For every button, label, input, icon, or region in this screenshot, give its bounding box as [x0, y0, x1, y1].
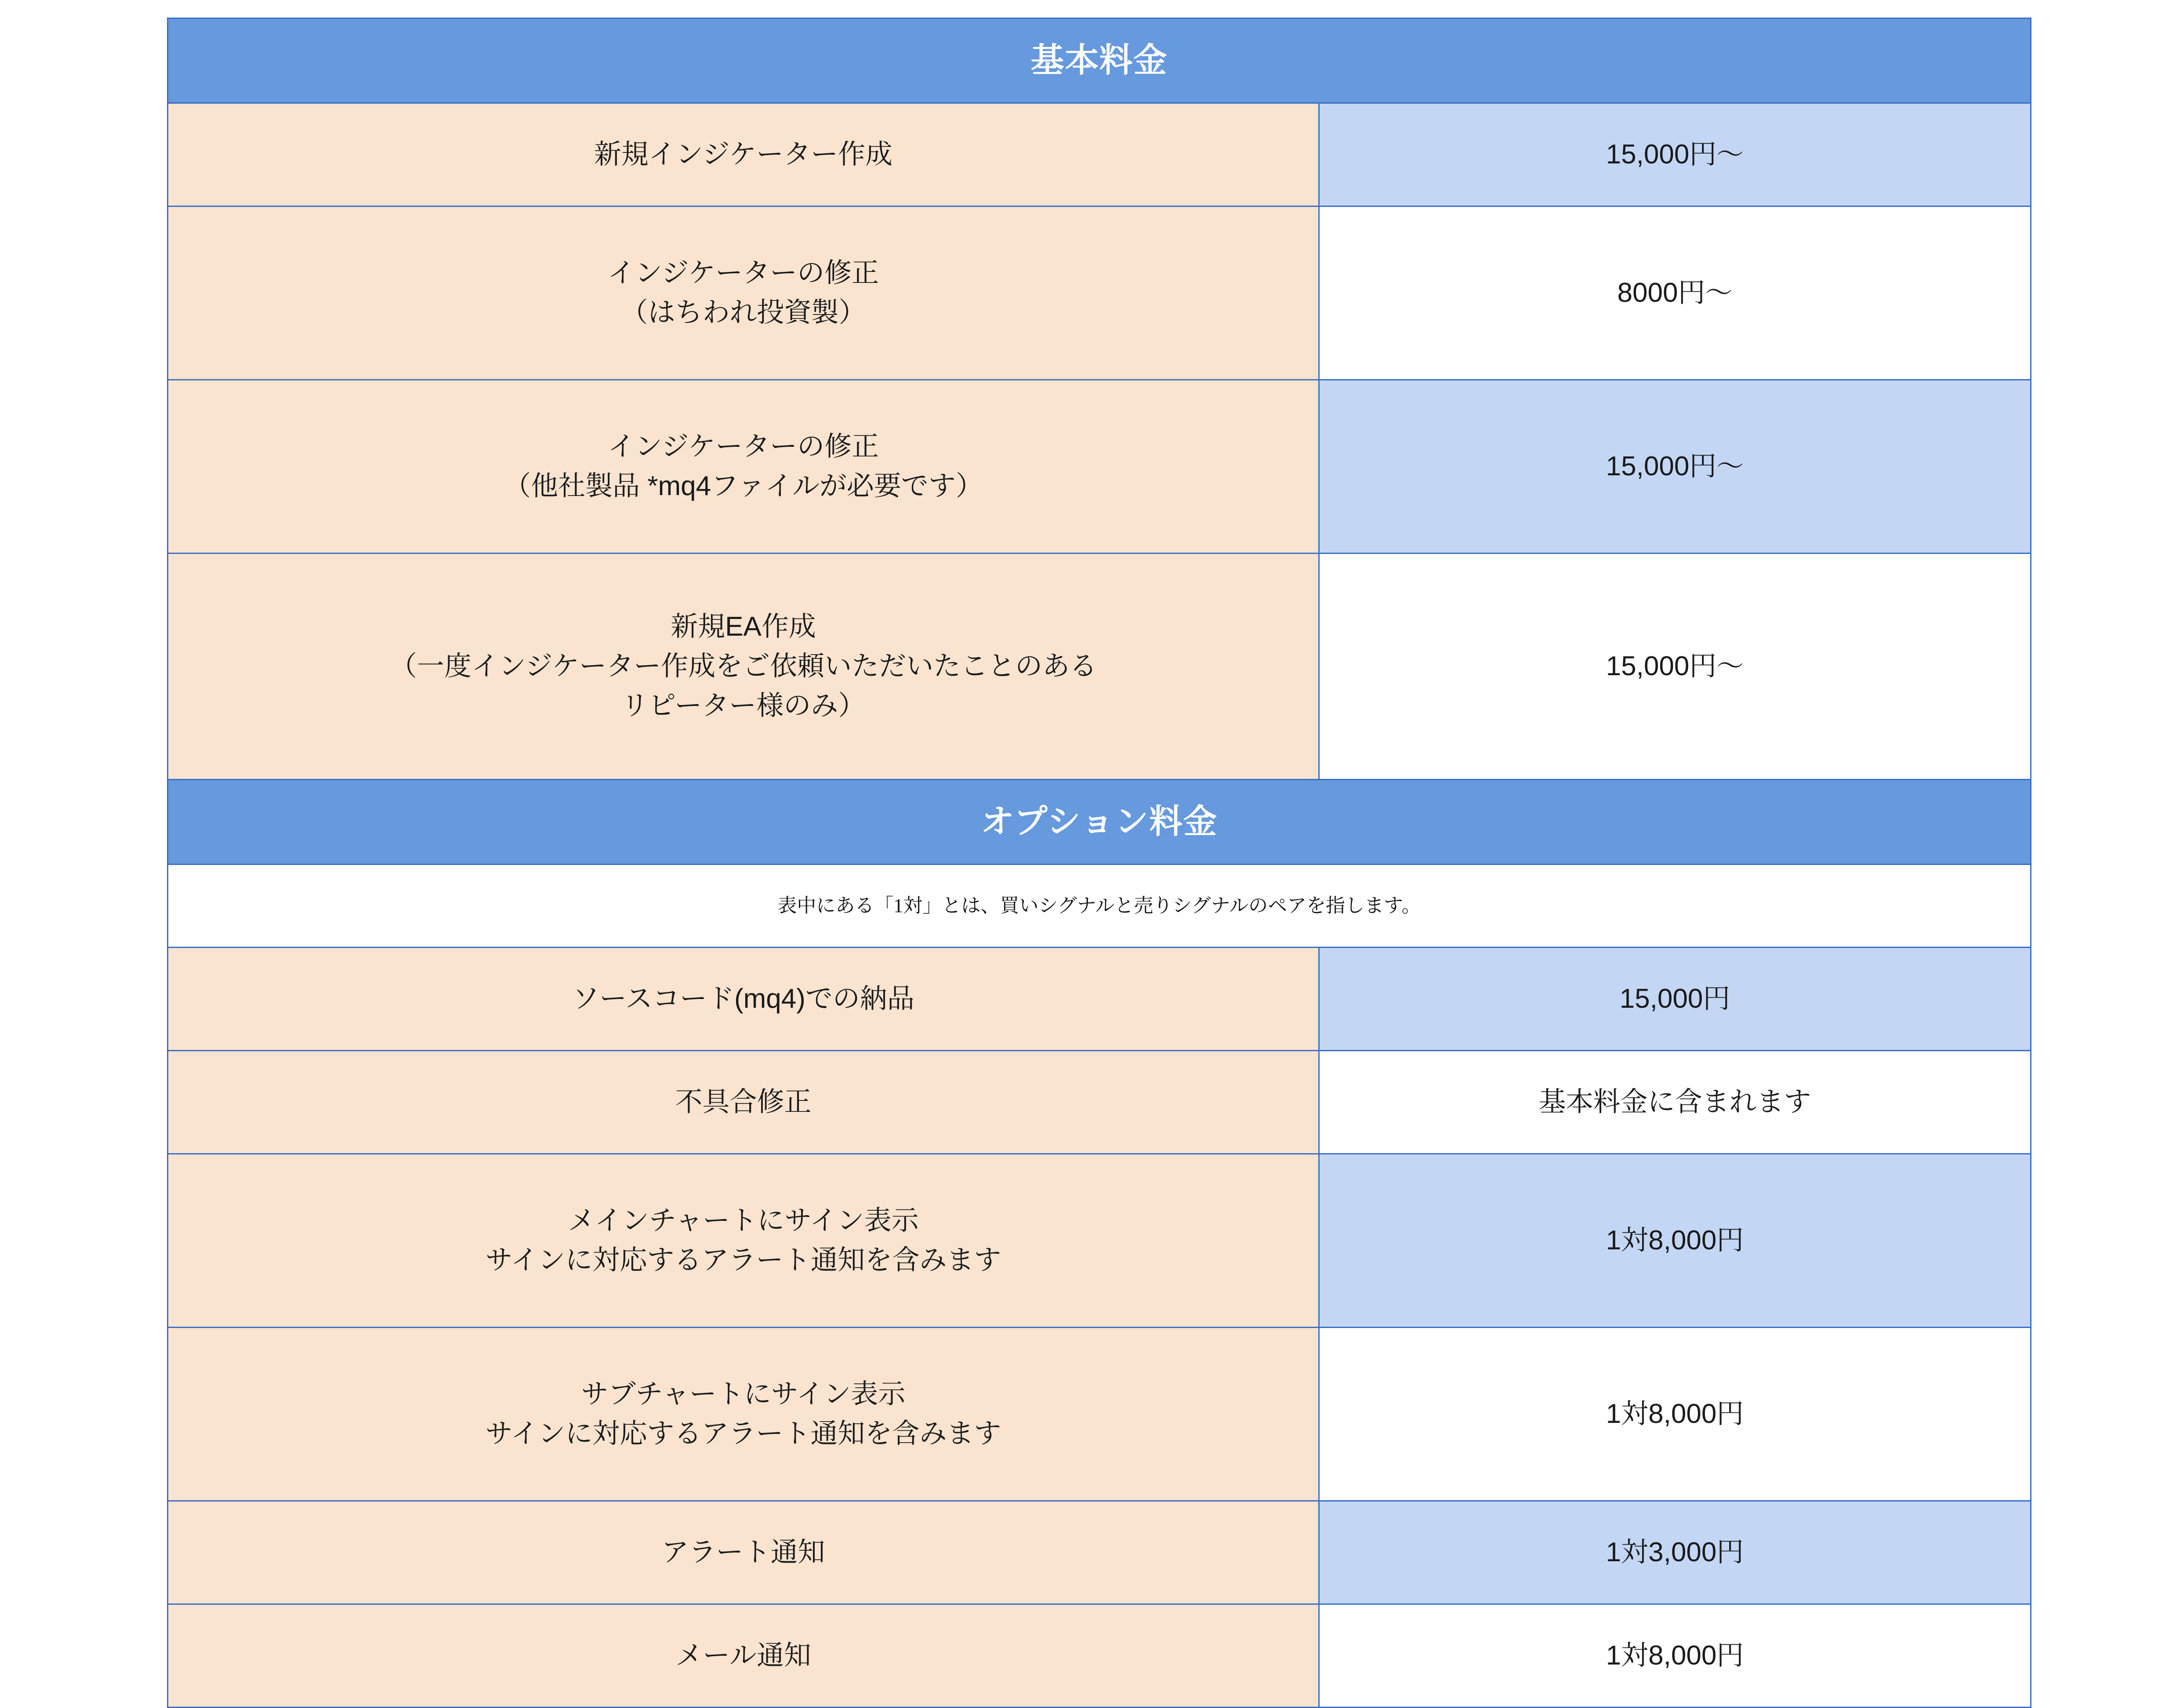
basic-row-label	[168, 380, 1319, 554]
label-line: インジケーターの修正	[607, 258, 879, 289]
option-row-price: 1対8,000円	[1319, 1604, 2031, 1708]
table-row	[168, 1604, 2031, 1708]
table-row	[168, 948, 2031, 1051]
label-line: （一度インジケーター作成をご依頼いただいたことのある	[389, 651, 1097, 682]
option-row-price: 1対3,000円	[1319, 1501, 2031, 1604]
label-line: 不具合修正	[675, 1087, 812, 1118]
label-line: メール通知	[675, 1640, 811, 1671]
option-row-label	[168, 1154, 1319, 1328]
label-line: （はちわれ投資製）	[620, 297, 866, 328]
label-line: サブチャートにサイン表示	[581, 1379, 906, 1410]
basic-section-title: 基本料金	[168, 18, 2031, 103]
label-line: 新規インジケーター作成	[594, 139, 893, 170]
option-section-title: オプション料金	[168, 780, 2031, 865]
option-row-price: 基本料金に含まれます	[1319, 1051, 2031, 1154]
option-row-label	[168, 1051, 1319, 1154]
label-line: サインに対応するアラート通知を含みます	[485, 1245, 1001, 1275]
basic-row-price: 15,000円〜	[1319, 554, 2031, 780]
table-row	[168, 206, 2031, 380]
pricing-table-body	[168, 18, 2031, 1708]
option-row-label	[168, 1604, 1319, 1708]
label-line: サインに対応するアラート通知を含みます	[485, 1419, 1001, 1449]
label-line: 新規EA作成	[671, 612, 816, 642]
basic-row-price: 15,000円〜	[1319, 103, 2031, 206]
basic-row-label	[168, 206, 1319, 380]
label-line: リピーター様のみ）	[621, 690, 866, 721]
table-row	[168, 380, 2031, 554]
label-line: ソースコード(mq4)での納品	[572, 984, 914, 1014]
table-row	[168, 1051, 2031, 1154]
table-row	[168, 1328, 2031, 1501]
label-line: アラート通知	[661, 1537, 825, 1568]
label-line: （他社製品 *mq4ファイルが必要です）	[504, 471, 983, 501]
option-row-label	[168, 1328, 1319, 1501]
option-note-text: 表中にある「1対」とは、買いシグナルと売りシグナルのペアを指します。	[168, 865, 2031, 948]
label-line: インジケーターの修正	[607, 431, 879, 462]
table-row	[168, 554, 2031, 780]
option-section-header-row	[168, 780, 2031, 865]
basic-section-header-row	[168, 18, 2031, 103]
option-note-row	[168, 865, 2031, 948]
table-row	[168, 1154, 2031, 1328]
basic-row-label	[168, 554, 1319, 780]
table-row	[168, 1501, 2031, 1604]
option-row-label	[168, 1501, 1319, 1604]
label-line: メインチャートにサイン表示	[568, 1205, 919, 1236]
pricing-table-sheet	[167, 18, 2030, 1708]
option-row-price: 15,000円	[1319, 948, 2031, 1051]
option-row-price: 1対8,000円	[1319, 1154, 2031, 1328]
basic-row-price: 8000円〜	[1319, 206, 2031, 380]
option-row-price: 1対8,000円	[1319, 1328, 2031, 1501]
pricing-table	[167, 18, 2031, 1708]
basic-row-label	[168, 103, 1319, 206]
basic-row-price: 15,000円〜	[1319, 380, 2031, 554]
option-row-label	[168, 948, 1319, 1051]
table-row	[168, 103, 2031, 206]
